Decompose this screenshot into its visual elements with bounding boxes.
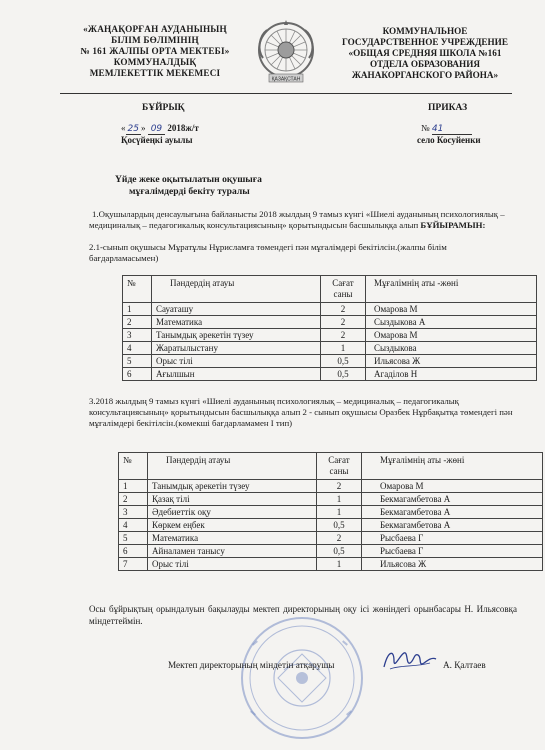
teacher-name: Бекмагамбетова А — [362, 493, 543, 506]
table-row — [119, 558, 543, 571]
subjects-table-1 — [122, 275, 537, 381]
teacher-name: Ильясова Ж — [362, 558, 543, 571]
table-row — [119, 480, 543, 493]
header-right-line: «ОБЩАЯ СРЕДНЯЯ ШКОЛА №161 — [348, 48, 502, 58]
subject-name: Ағылшын — [152, 368, 321, 381]
row-number: 6 — [119, 545, 148, 558]
header-cell: Мұғалімнің аты -жөні — [366, 276, 537, 303]
hours: 2 — [317, 532, 362, 545]
header-divider — [60, 93, 512, 94]
date-mid: » — [140, 123, 146, 133]
signer-position: Мектеп директорының міндетін атқарушы — [168, 660, 335, 670]
table-row — [123, 342, 537, 355]
subject-name: Көркем еңбек — [148, 519, 317, 532]
teacher-name: Бекмагамбетова А — [362, 506, 543, 519]
table-row — [119, 519, 543, 532]
doc-type-kazakh: БҰЙРЫҚ — [142, 103, 185, 113]
place-kazakh: Қосүйеңкі ауылы — [121, 135, 193, 145]
subject-name: Математика — [152, 316, 321, 329]
header-cell: Мұғалімнің аты -жөні — [362, 453, 543, 480]
emblem-label: ҚАЗАҚСТАН — [271, 76, 301, 83]
header-cell: Сағат саны — [317, 453, 362, 480]
teacher-name: Омарова М — [366, 329, 537, 342]
header-russian-org — [320, 26, 530, 81]
header-cell: Пәндердің атауы — [152, 276, 321, 303]
header-left-line: МЕМЛЕКЕТТІК МЕКЕМЕСІ — [89, 68, 221, 78]
table-row — [123, 355, 537, 368]
hours: 0,5 — [317, 545, 362, 558]
teacher-name: Сыздыкова — [366, 342, 537, 355]
title-line: мұғалімдерді бекіту туралы — [129, 186, 250, 197]
order-verb: БҰЙЫРАМЫН: — [420, 219, 486, 230]
paragraph-1 — [89, 209, 517, 231]
subject-name: Орыс тілі — [152, 355, 321, 368]
teacher-name: Бекмагамбетова А — [362, 519, 543, 532]
date-day: 25 — [127, 124, 139, 134]
table-row — [119, 493, 543, 506]
closing-paragraph: Осы бұйрықтың орындалуын бақылауды мектеп директорының оқу ісі жөніндегі орынбасары Н. Ильясовқа міндеттеймін. — [89, 604, 517, 626]
hours: 0,5 — [321, 368, 366, 381]
table-row — [123, 316, 537, 329]
paragraph-2: 2.1-сынып оқушысы Мұратұлы Нұрисламға төмендегі пән мұғалімдері бекітілсін.(жалпы білім бағдарламасымен) — [89, 242, 447, 263]
subject-name: Әдебиеттік оқу — [148, 506, 317, 519]
hours: 2 — [321, 329, 366, 342]
hours: 2 — [321, 316, 366, 329]
table-header-row — [119, 453, 543, 480]
teacher-name: Омарова М — [362, 480, 543, 493]
number-prefix: № — [421, 123, 430, 133]
subjects-table-2 — [118, 452, 543, 571]
header-right-line: ОТДЕЛА ОБРАЗОВАНИЯ — [370, 59, 480, 69]
paragraph-3: 3.2018 жылдың 9 тамыз күнгі «Шиелі ауданының психологиялық – медициналық – педагогикалық консультациясының» қорытындысын басшылыққа алып 2 - сынып оқушысы Оразбек Нұрбақытқа төмендегі пән мұғалімдері бекітілсін.(көмекші бағдарламамен І тип) — [89, 396, 513, 428]
header-cell: № — [123, 276, 152, 303]
header-left-line: «ЖАҢАҚОРҒАН АУДАНЫНЫҢ — [83, 24, 227, 34]
hours: 1 — [317, 558, 362, 571]
hours: 1 — [317, 506, 362, 519]
teacher-name: Рысбаева Г — [362, 545, 543, 558]
table-row — [123, 303, 537, 316]
hours: 0,5 — [317, 519, 362, 532]
row-number: 2 — [119, 493, 148, 506]
teacher-name: Рысбаева Г — [362, 532, 543, 545]
title-line: Үйде жеке оқытылатын оқушыға — [115, 174, 262, 185]
row-number: 1 — [123, 303, 152, 316]
order-number — [421, 123, 472, 135]
header-kazakh-org — [60, 24, 250, 79]
row-number: 6 — [123, 368, 152, 381]
doc-type-russian: ПРИКАЗ — [428, 103, 468, 113]
row-number: 5 — [119, 532, 148, 545]
hours: 1 — [321, 342, 366, 355]
header-cell: № — [119, 453, 148, 480]
header-left-line: № 161 ЖАЛПЫ ОРТА МЕКТЕБІ» — [80, 46, 230, 56]
subject-name: Сауаташу — [152, 303, 321, 316]
table-header-row — [123, 276, 537, 303]
subject-name: Жаратылыстану — [152, 342, 321, 355]
official-stamp-icon — [232, 612, 372, 742]
date-prefix: « — [121, 123, 126, 133]
state-emblem-icon — [255, 20, 317, 86]
hours: 2 — [321, 303, 366, 316]
row-number: 4 — [119, 519, 148, 532]
header-cell: Сағат саны — [321, 276, 366, 303]
table-row — [123, 368, 537, 381]
date-year: 2018ж/т — [167, 123, 199, 133]
subject-name: Танымдық әрекетін түзеу — [148, 480, 317, 493]
table-row — [119, 506, 543, 519]
header-right-line: ЖАНАКОРГАНСКОГО РАЙОНА» — [351, 70, 499, 80]
row-number: 3 — [123, 329, 152, 342]
hours: 1 — [317, 493, 362, 506]
header-right-line: ГОСУДАРСТВЕННОЕ УЧРЕЖДЕНИЕ — [342, 37, 508, 47]
row-number: 3 — [119, 506, 148, 519]
subject-name: Танымдық әрекетін түзеу — [152, 329, 321, 342]
handwritten-signature-icon — [380, 645, 440, 675]
teacher-name: Агаділов Н — [366, 368, 537, 381]
row-number: 1 — [119, 480, 148, 493]
row-number: 7 — [119, 558, 148, 571]
header-left-line: БІЛІМ БӨЛІМІНІҢ — [111, 35, 199, 45]
subject-name: Айналамен таныcу — [148, 545, 317, 558]
subject-name: Математика — [148, 532, 317, 545]
header-left-line: КОММУНАЛДЫҚ — [113, 57, 197, 67]
table-row — [123, 329, 537, 342]
date-month: 09 — [148, 124, 165, 135]
teacher-name: Сыздыкова А — [366, 316, 537, 329]
header-right-line: КОММУНАЛЬНОЕ — [382, 26, 468, 36]
paragraph-1-text: 1.Оқушылардың денсаулығына байланысты 2018 жылдың 9 тамыз күнгі «Шиелі ауданының психологиялық – медициналық – педагогикалық консультациясының» қорытындысын басшылыққа алып — [89, 209, 505, 230]
row-number: 5 — [123, 355, 152, 368]
row-number: 2 — [123, 316, 152, 329]
table-row — [119, 545, 543, 558]
teacher-name: Ильясова Ж — [366, 355, 537, 368]
order-title — [115, 174, 415, 198]
teacher-name: Омарова М — [366, 303, 537, 316]
signer-name: А. Қалтаев — [443, 660, 486, 670]
number-value: 41 — [432, 124, 472, 135]
table-row — [119, 532, 543, 545]
subject-name: Қазақ тілі — [148, 493, 317, 506]
row-number: 4 — [123, 342, 152, 355]
hours: 0,5 — [321, 355, 366, 368]
place-russian: село Косуйенки — [417, 135, 481, 145]
hours: 2 — [317, 480, 362, 493]
subject-name: Орыс тілі — [148, 558, 317, 571]
order-date — [121, 123, 199, 134]
header-cell: Пәндердің атауы — [148, 453, 317, 480]
